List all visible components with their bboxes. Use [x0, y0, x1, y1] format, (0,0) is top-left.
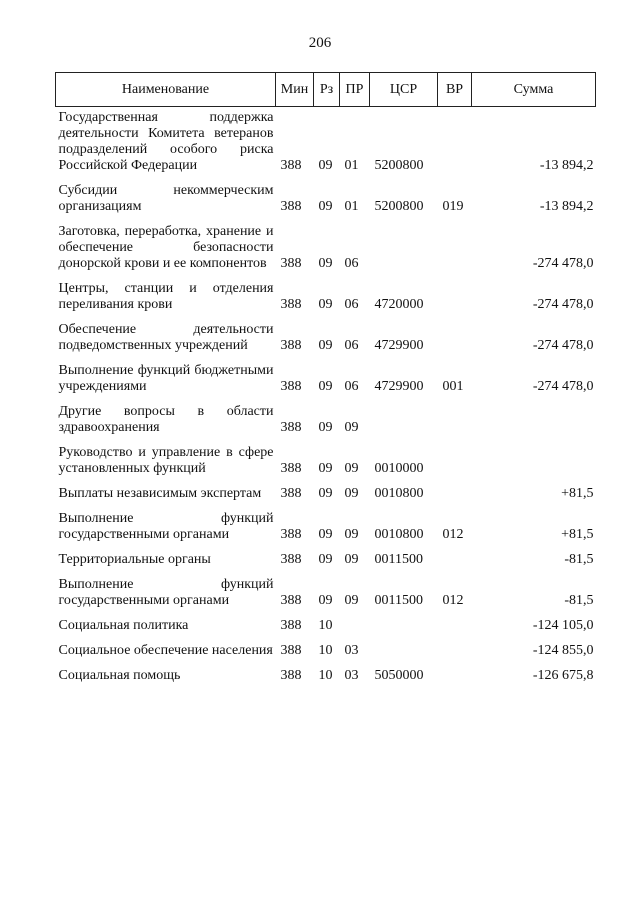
cell-vr: 012 [442, 593, 464, 608]
cell-name: Выполнение функций государственными органами [58, 511, 274, 542]
table-row [56, 107, 596, 180]
cell-rz: 09 [318, 593, 333, 608]
cell-min: 388 [280, 379, 302, 394]
cell-csr: 5200800 [374, 199, 424, 214]
cell-csr [370, 614, 438, 639]
cell-pr: 01 [344, 199, 359, 214]
table-row [56, 639, 596, 664]
cell-name: Социальная помощь [58, 668, 181, 683]
header-vr: ВР [438, 73, 472, 107]
cell-pr: 09 [344, 420, 359, 435]
cell-pr: 09 [344, 486, 359, 501]
cell-pr [340, 614, 370, 639]
cell-min: 388 [280, 643, 302, 658]
cell-csr [370, 639, 438, 664]
cell-rz: 09 [318, 420, 333, 435]
cell-min: 388 [280, 668, 302, 683]
cell-name: Заготовка, переработка, хранение и обеспечение безопасности донорской крови и ее компонентов [58, 224, 274, 271]
cell-pr: 09 [344, 552, 359, 567]
cell-pr: 03 [344, 668, 359, 683]
cell-sum: -274 478,0 [532, 338, 594, 353]
cell-rz: 09 [318, 199, 333, 214]
cell-vr [438, 220, 472, 277]
header-rz: Рз [314, 73, 340, 107]
cell-pr: 01 [344, 158, 359, 173]
cell-rz: 09 [318, 297, 333, 312]
table-header [56, 73, 596, 107]
cell-csr: 0010000 [374, 461, 424, 476]
cell-pr: 09 [344, 593, 359, 608]
cell-sum: -13 894,2 [539, 199, 594, 214]
table-row [56, 277, 596, 318]
cell-csr: 5200800 [374, 158, 424, 173]
cell-min: 388 [280, 461, 302, 476]
cell-rz: 10 [318, 668, 333, 683]
cell-name: Руководство и управление в сфере установленных функций [58, 445, 274, 476]
cell-min: 388 [280, 527, 302, 542]
cell-name: Центры, станции и отделения переливания крови [58, 281, 274, 312]
cell-sum [472, 441, 596, 482]
cell-pr: 09 [344, 461, 359, 476]
header-name: Наименование [56, 73, 276, 107]
cell-vr [438, 664, 472, 689]
cell-csr: 4720000 [374, 297, 424, 312]
cell-min: 388 [280, 338, 302, 353]
cell-min: 388 [280, 420, 302, 435]
cell-sum: -124 105,0 [532, 618, 594, 633]
cell-sum [472, 400, 596, 441]
cell-pr: 09 [344, 527, 359, 542]
cell-pr: 06 [344, 338, 359, 353]
cell-name: Субсидии некоммерческим организациям [58, 183, 274, 214]
cell-name: Другие вопросы в области здравоохранения [58, 404, 274, 435]
table-row [56, 220, 596, 277]
header-min: Мин [276, 73, 314, 107]
cell-name: Социальная политика [58, 618, 189, 633]
cell-csr: 5050000 [374, 668, 424, 683]
cell-rz: 09 [318, 338, 333, 353]
cell-min: 388 [280, 618, 302, 633]
cell-vr [438, 107, 472, 180]
cell-vr [438, 277, 472, 318]
cell-vr [438, 614, 472, 639]
cell-rz: 09 [318, 461, 333, 476]
cell-rz: 09 [318, 379, 333, 394]
cell-csr: 0011500 [374, 552, 423, 567]
cell-vr: 012 [442, 527, 464, 542]
cell-rz: 09 [318, 158, 333, 173]
header-pr: ПР [340, 73, 370, 107]
header-sum: Сумма [472, 73, 596, 107]
cell-rz: 10 [318, 618, 333, 633]
cell-sum: -81,5 [564, 552, 594, 567]
cell-vr [438, 318, 472, 359]
cell-csr [370, 400, 438, 441]
cell-name: Выполнение функций бюджетными учреждениями [58, 363, 274, 394]
cell-vr [438, 441, 472, 482]
cell-sum: -124 855,0 [532, 643, 594, 658]
table-row [56, 482, 596, 507]
cell-min: 388 [280, 297, 302, 312]
table-row [56, 400, 596, 441]
cell-csr [370, 220, 438, 277]
table-row [56, 441, 596, 482]
header-csr: ЦСР [370, 73, 438, 107]
cell-min: 388 [280, 158, 302, 173]
cell-min: 388 [280, 199, 302, 214]
cell-sum: -126 675,8 [532, 668, 594, 683]
cell-vr: 001 [442, 379, 464, 394]
cell-min: 388 [280, 256, 302, 271]
cell-rz: 09 [318, 527, 333, 542]
cell-name: Выполнение функций государственными органами [58, 577, 274, 608]
cell-sum: -81,5 [564, 593, 594, 608]
cell-csr: 4729900 [374, 379, 424, 394]
cell-rz: 10 [318, 643, 333, 658]
cell-min: 388 [280, 593, 302, 608]
cell-name: Государственная поддержка деятельности Комитета ветеранов подразделений особого риска Российской Федерации [58, 110, 274, 173]
table-row [56, 507, 596, 548]
table-row [56, 179, 596, 220]
cell-pr: 03 [344, 643, 359, 658]
table-row [56, 318, 596, 359]
cell-csr: 0010800 [374, 486, 424, 501]
cell-csr: 0010800 [374, 527, 424, 542]
cell-vr [438, 639, 472, 664]
table-body [56, 107, 596, 690]
cell-vr [438, 482, 472, 507]
page-number: 206 [308, 35, 332, 51]
cell-rz: 09 [318, 486, 333, 501]
cell-sum: +81,5 [561, 527, 594, 542]
table-row [56, 359, 596, 400]
cell-name: Выплаты независимым экспертам [58, 486, 262, 501]
cell-name: Обеспечение деятельности подведомственных учреждений [58, 322, 274, 353]
cell-name: Территориальные органы [58, 552, 211, 567]
cell-rz: 09 [318, 256, 333, 271]
cell-name: Социальное обеспечение населения [58, 643, 273, 658]
cell-min: 388 [280, 486, 302, 501]
cell-pr: 06 [344, 256, 359, 271]
table-row [56, 573, 596, 614]
cell-sum: -274 478,0 [532, 256, 594, 271]
table-row [56, 664, 596, 689]
table-row [56, 614, 596, 639]
cell-vr: 019 [442, 199, 464, 214]
cell-vr [438, 400, 472, 441]
cell-pr: 06 [344, 379, 359, 394]
cell-sum: +81,5 [561, 486, 594, 501]
cell-sum: -274 478,0 [532, 297, 594, 312]
cell-sum: -274 478,0 [532, 379, 594, 394]
cell-csr: 4729900 [374, 338, 424, 353]
cell-pr: 06 [344, 297, 359, 312]
cell-min: 388 [280, 552, 302, 567]
budget-table [55, 72, 596, 689]
cell-vr [438, 548, 472, 573]
table-row [56, 548, 596, 573]
cell-rz: 09 [318, 552, 333, 567]
cell-csr: 0011500 [374, 593, 423, 608]
cell-sum: -13 894,2 [539, 158, 594, 173]
